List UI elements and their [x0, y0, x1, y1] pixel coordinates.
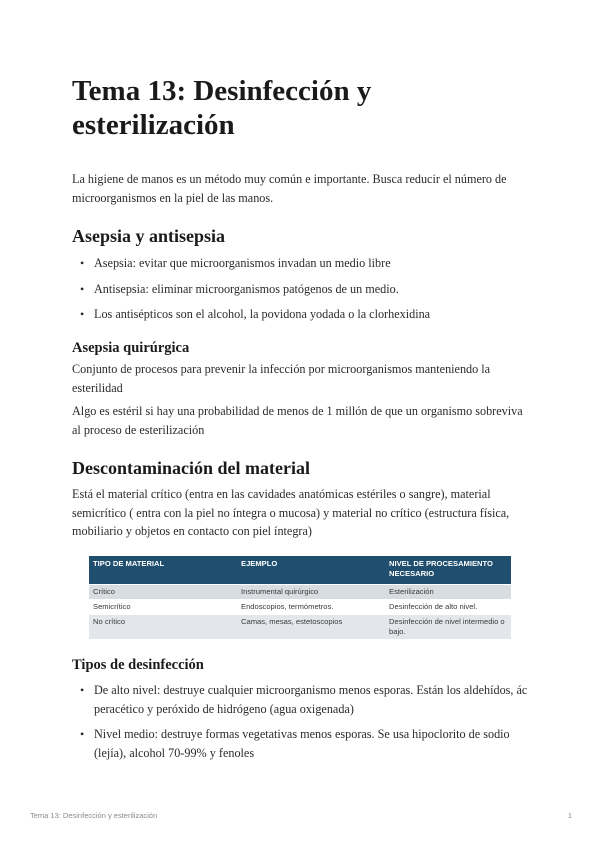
intro-paragraph: La higiene de manos es un método muy común e importante. Busca reducir el número de microorganismos en la piel de las manos. [72, 172, 507, 205]
table-cell: Endoscopios, termómetros. [237, 600, 385, 615]
quirurgica-paragraph-2: Algo es estéril si hay una probabilidad de menos de 1 millón de que un organismo sobreviva al proceso de esterilización [72, 404, 523, 437]
section-heading-asepsia: Asepsia y antisepsia [72, 226, 226, 246]
table-cell: Instrumental quirúrgico [237, 585, 385, 600]
table-header-row [89, 556, 511, 585]
table-header: EJEMPLO [237, 556, 385, 585]
page-footer [30, 811, 572, 820]
quirurgica-paragraph-1: Conjunto de procesos para prevenir la infección por microorganismos manteniendo la esterilidad [72, 362, 491, 395]
table-cell: Semicrítico [89, 600, 237, 615]
table-cell: Crítico [89, 585, 237, 600]
list-item: • Nivel medio: destruye formas vegetativas menos esporas. Se usa hipoclorito de sodio (lejía), alcohol 70-99% y fenoles [72, 725, 528, 762]
table-cell: Desinfección de nivel intermedio o bajo. [385, 615, 511, 640]
material-table [89, 556, 511, 639]
table-cell: No crítico [89, 615, 237, 640]
section-heading-asepsia-quirurgica: Asepsia quirúrgica [72, 340, 190, 356]
desinfeccion-list [72, 681, 528, 762]
list-item: • De alto nivel: destruye cualquier microorganismo menos esporas. Están los aldehídos, ác peracético y peróxido de hidrógeno (agua oxigenada) [72, 681, 528, 718]
descontaminacion-paragraph: Está el material crítico (entra en las cavidades anatómicas estériles o sangre), material semicrítico ( entra con la piel no íntegra o mucosa) y material no crítico (estructura física, mobiliario y objetos en contacto con piel íntegra) [72, 487, 510, 538]
list-item: • Asepsia: evitar que microorganismos invadan un medio libre [72, 254, 528, 273]
table-cell: Desinfección de alto nivel. [385, 600, 511, 615]
table-row [89, 600, 511, 615]
section-heading-tipos-desinfeccion: Tipos de desinfección [72, 657, 204, 673]
page-title: Tema 13: Desinfección y esterilización [72, 75, 372, 141]
asepsia-list [72, 254, 528, 324]
table-header: NIVEL DE PROCESAMIENTO NECESARIO [385, 556, 511, 585]
page-number: 1 [567, 811, 572, 820]
list-item: • Antisepsia: eliminar microorganismos patógenos de un medio. [72, 280, 528, 299]
table-header: TIPO DE MATERIAL [89, 556, 237, 585]
table-cell: Camas, mesas, estetoscopios [237, 615, 385, 640]
list-item: • Los antisépticos son el alcohol, la povidona yodada o la clorhexidina [72, 305, 528, 324]
footer-title: Tema 13: Desinfección y esterilización [30, 811, 158, 820]
table-cell: Esterilización [385, 585, 511, 600]
table-row [89, 585, 511, 600]
table-row [89, 615, 511, 640]
section-heading-descontaminacion: Descontaminación del material [72, 458, 310, 478]
